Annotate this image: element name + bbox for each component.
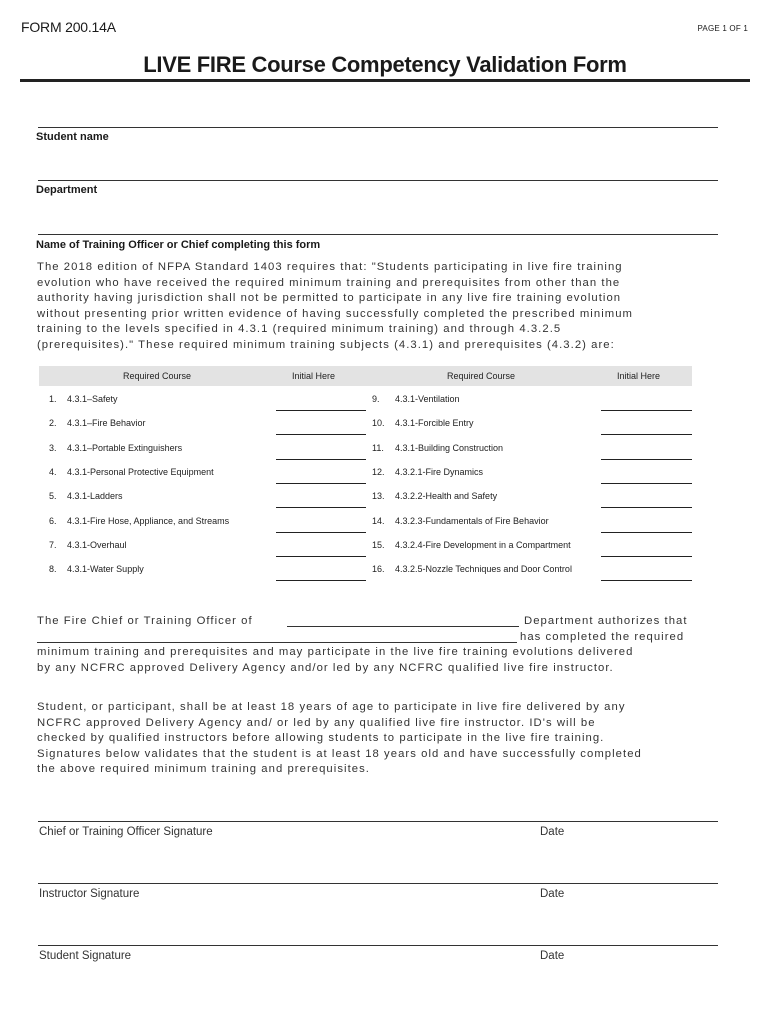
required-course: 4.3.2.3-Fundamentals of Fire Behavior (395, 515, 549, 526)
column-header-initial-here: Initial Here (292, 371, 336, 381)
authorization-text: Department authorizes that (524, 615, 688, 627)
required-course: 4.3.1-Ventilation (395, 394, 460, 404)
required-course: 4.3.1-Building Construction (395, 442, 504, 453)
column-header-initial-here: Initial Here (617, 371, 661, 381)
student-line: the above required minimum training and prerequisites. (37, 763, 370, 776)
authorization-text: The Fire Chief or Training Officer of (37, 615, 253, 627)
page-number: PAGE 1 OF 1 (697, 24, 748, 33)
initial-here-field[interactable] (276, 580, 366, 581)
row-number: 6. (49, 515, 57, 526)
required-course: 4.3.1-Overhaul (67, 539, 127, 550)
row-number: 2. (49, 418, 57, 429)
department-blank[interactable] (287, 626, 519, 627)
row-number: 7. (49, 539, 57, 550)
initial-here-field[interactable] (276, 556, 366, 557)
initial-here-field[interactable] (276, 434, 366, 435)
required-course: 4.3.1-Water Supply (67, 564, 144, 575)
initial-here-field[interactable] (601, 580, 692, 581)
intro-paragraph (37, 260, 727, 354)
initial-here-field[interactable] (601, 483, 692, 484)
instructor-signature-line[interactable] (38, 883, 718, 884)
student-blank[interactable] (37, 642, 517, 643)
authorization-text: minimum training and prerequisites and may participate in the live fire training evolutions delivered (37, 646, 634, 659)
required-course: 4.3.1–Safety (67, 394, 118, 404)
row-number: 9. (372, 394, 380, 404)
required-course: 4.3.1-Fire Hose, Appliance, and Streams (67, 515, 230, 526)
student-signature-date-label: Date (540, 950, 565, 962)
form-title: LIVE FIRE Course Competency Validation Form (143, 52, 627, 77)
initial-here-field[interactable] (601, 459, 692, 460)
initial-here-field[interactable] (276, 507, 366, 508)
row-number: 12. (372, 466, 385, 477)
intro-line: training to the levels specified in 4.3.1 (required minimum training) and through 4.3.2.5 (37, 323, 562, 336)
student-line: NCFRC approved Delivery Agency and/ or led by any qualified live fire instructor. ID's will be (37, 716, 596, 729)
initial-here-field[interactable] (601, 434, 692, 435)
required-course: 4.3.1-Forcible Entry (395, 418, 474, 429)
initial-here-field[interactable] (601, 507, 692, 508)
row-number: 5. (49, 491, 57, 502)
instructor-signature-date-label: Date (540, 888, 565, 900)
instructor-signature-label: Instructor Signature (39, 888, 140, 900)
student-signature-label: Student Signature (39, 950, 132, 962)
required-course: 4.3.1-Ladders (67, 491, 123, 502)
initial-here-field[interactable] (276, 532, 366, 533)
student-line: Signatures below validates that the student is at least 18 years old and have successfully completed (37, 747, 642, 760)
student-requirements-paragraph (37, 700, 727, 778)
table-header-right (365, 366, 692, 386)
intro-line: (prerequisites)." These required minimum training subjects (4.3.1) and prerequisites (4.3.2) are: (37, 338, 615, 351)
required-course: 4.3.2.2-Health and Safety (395, 491, 498, 502)
required-course: 4.3.1-Personal Protective Equipment (67, 466, 214, 477)
chief-signature-line[interactable] (38, 821, 718, 822)
intro-line: The 2018 edition of NFPA Standard 1403 requires that: "Students participating in live fire training (37, 261, 623, 273)
required-course: 4.3.2.1-Fire Dynamics (395, 466, 484, 477)
column-header-required-course: Required Course (447, 371, 516, 381)
row-number: 3. (49, 442, 57, 453)
officer-name-label: Name of Training Officer or Chief completing this form (36, 239, 321, 251)
department-field[interactable] (38, 180, 718, 181)
required-course: 4.3.1–Fire Behavior (67, 418, 146, 429)
authorization-text: has completed the required (520, 630, 685, 643)
row-number: 1. (49, 394, 57, 404)
initial-here-field[interactable] (276, 483, 366, 484)
required-course: 4.3.1–Portable Extinguishers (67, 442, 183, 453)
initial-here-field[interactable] (276, 459, 366, 460)
row-number: 15. (372, 539, 385, 550)
authorization-paragraph (37, 614, 727, 676)
initial-here-field[interactable] (601, 556, 692, 557)
intro-line: evolution who have received the required minimum training and prerequisites from other than the (37, 276, 621, 289)
chief-signature-date-label: Date (540, 826, 565, 838)
student-name-label: Student name (36, 131, 109, 143)
officer-name-field[interactable] (38, 234, 718, 235)
column-header-required-course: Required Course (123, 371, 192, 381)
initial-here-field[interactable] (601, 410, 692, 411)
table-header-left (39, 366, 365, 386)
student-line: Student, or participant, shall be at least 18 years of age to participate in live fire delivered by any (37, 701, 626, 713)
intro-line: without presenting prior written evidence of having successfully completed the prescribed minimum (37, 307, 634, 320)
title-divider (20, 79, 750, 82)
row-number: 8. (49, 564, 57, 575)
row-number: 11. (372, 442, 384, 453)
row-number: 14. (372, 515, 385, 526)
authorization-text: by any NCFRC approved Delivery Agency and/or led by any NCFRC qualified live fire instructor. (37, 661, 614, 674)
row-number: 13. (372, 491, 385, 502)
row-number: 10. (372, 418, 385, 429)
chief-signature-label: Chief or Training Officer Signature (39, 826, 213, 838)
intro-line: authority having jurisdiction shall not be permitted to participate in any live fire training evolution (37, 292, 622, 305)
initial-here-field[interactable] (276, 410, 366, 411)
required-course: 4.3.2.4-Fire Development in a Compartment (395, 539, 571, 550)
student-name-field[interactable] (38, 127, 718, 128)
row-number: 16. (372, 564, 385, 575)
department-label: Department (36, 184, 98, 196)
required-course: 4.3.2.5-Nozzle Techniques and Door Control (395, 564, 572, 575)
student-line: checked by qualified instructors before allowing students to participate in the live fire training. (37, 732, 605, 745)
form-number: FORM 200.14A (21, 19, 116, 35)
row-number: 4. (49, 466, 57, 477)
student-signature-line[interactable] (38, 945, 718, 946)
initial-here-field[interactable] (601, 532, 692, 533)
